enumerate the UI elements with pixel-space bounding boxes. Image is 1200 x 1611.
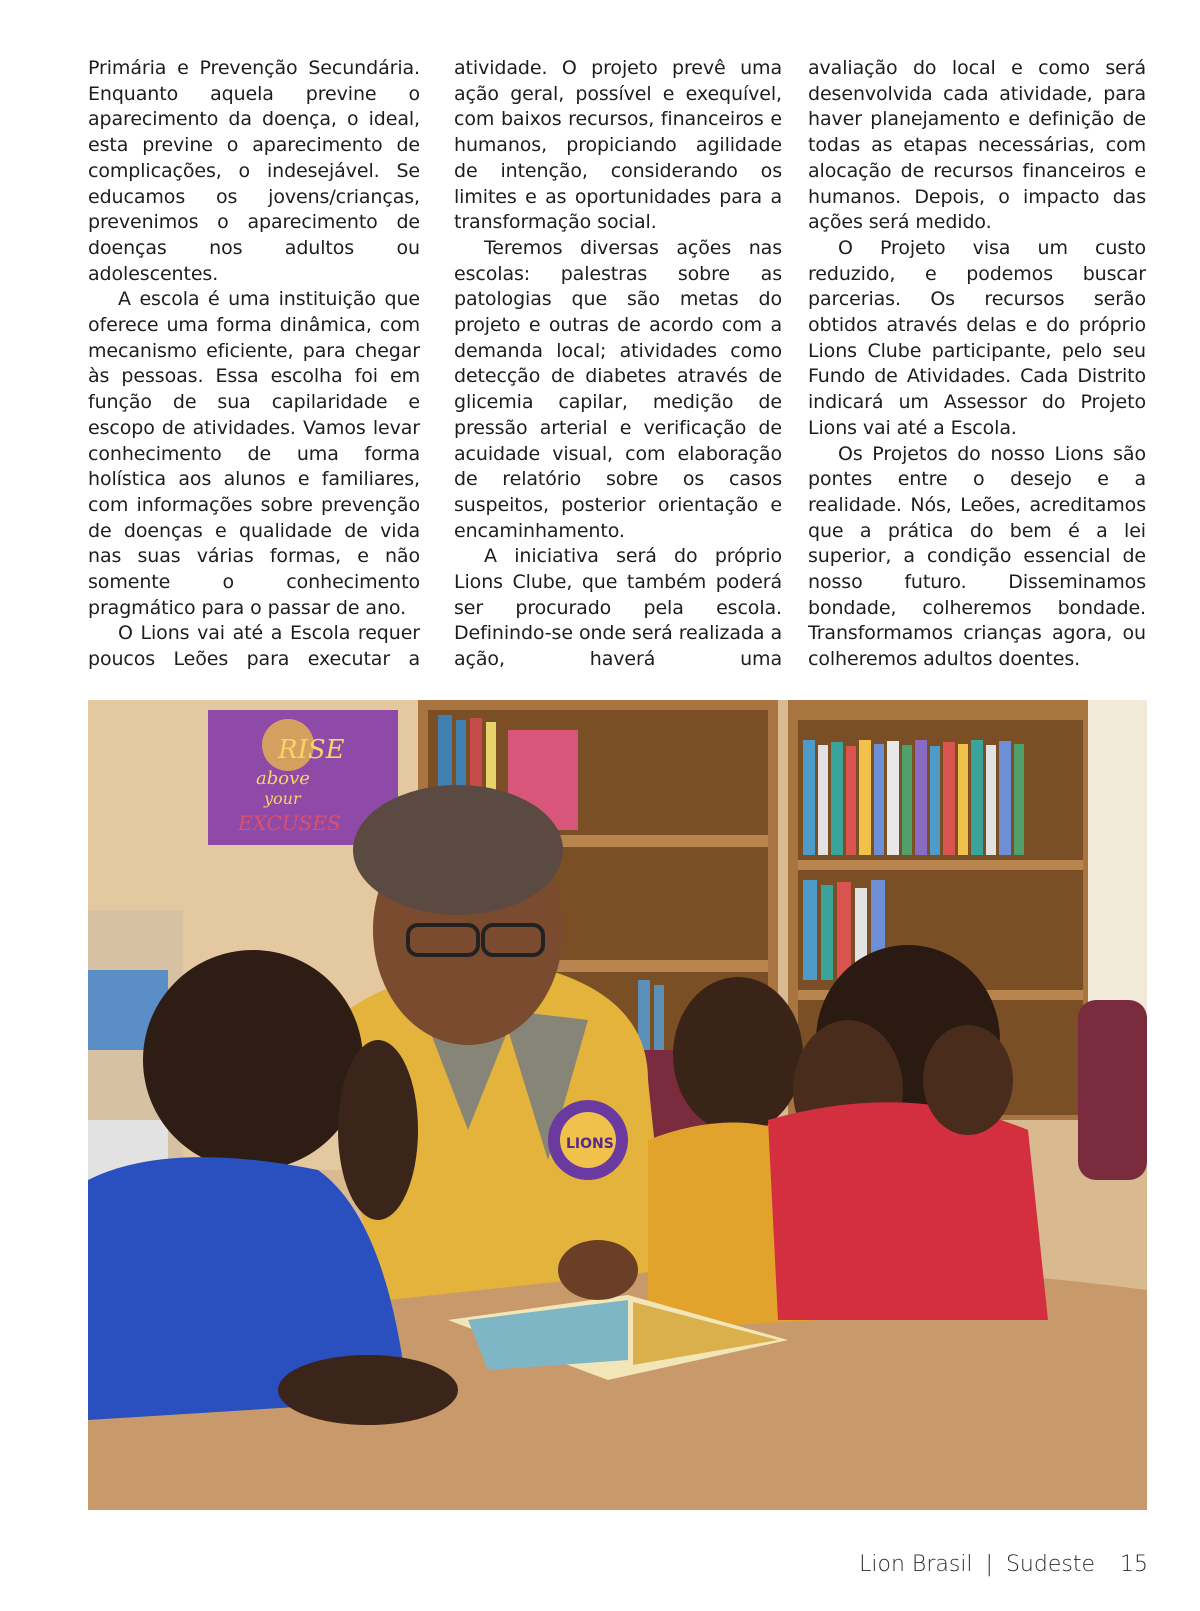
page-footer	[859, 1552, 1148, 1577]
paragraph: Primária e Prevenção Secundária. Enquanto aquela previne o aparecimento da doença, o ideal, esta previne o aparecimento de complicações, o indesejável. Se educamos os jovens/crianças, prevenimos o aparecimento de doenças nos adultos ou adolescentes.	[88, 57, 420, 285]
poster-text: your	[264, 789, 301, 808]
article-photo	[88, 700, 1147, 1510]
paragraph: Os Projetos do nosso Lions são pontes entre o desejo e a realidade. Nós, Leões, acreditamos que a prática do bem é a lei superior, a condição essencial de nosso futuro. Disseminamos bondade, colheremos bondade. Transformamos crianças agora, ou colheremos adultos doentes.	[808, 442, 1146, 671]
article-body	[88, 56, 1146, 676]
section-name: Sudeste	[1005, 1552, 1095, 1577]
poster-text: EXCUSES	[238, 811, 341, 835]
photo-illustration	[88, 700, 1147, 1510]
poster-text: RISE	[278, 735, 345, 765]
page-number: 15	[1120, 1552, 1148, 1577]
paragraph: O Lions vai até a Escola requer poucos Leões para executar a	[88, 622, 420, 671]
poster-text: above	[256, 768, 310, 789]
paragraph: O Projeto visa um custo reduzido, e podemos buscar parcerias. Os recursos serão obtidos através delas e do próprio Lions Clube participante, pelo seu Fundo de Atividades. Cada Distrito indicará um Assessor do Projeto Lions vai até a Escola.	[808, 236, 1146, 439]
publication-name: Lion Brasil	[859, 1552, 973, 1577]
paragraph: avaliação do local e como será desenvolvida cada atividade, para haver planejamento e definição de todas as etapas necessárias, com alocação de recursos financeiros e humanos. Depois, o impacto das ações será medido.	[808, 57, 1146, 234]
paragraph: A escola é uma instituição que oferece uma forma dinâmica, com mecanismo eficiente, para chegar às pessoas. Essa escolha foi em função de sua capilaridade e escopo de atividades. Vamos levar conhecimento de uma forma holística aos alunos e familiares, com informações sobre prevenção de doenças e qualidade de vida nas suas várias formas, e não somente o conhecimento pragmático para o passar de ano.	[88, 288, 420, 619]
paragraph: Teremos diversas ações nas escolas: palestras sobre as patologias que são metas do projeto e outras de acordo com a demanda local; atividades como detecção de diabetes através de glicemia capilar, medição de pressão arterial e verificação de acuidade visual, com elaboração de relatório sobre os casos suspeitos, posterior orientação e encaminhamento.	[454, 236, 782, 542]
text-column-2	[454, 56, 782, 673]
lions-badge-text: LIONS	[566, 1136, 614, 1152]
paragraph: atividade. O projeto prevê uma ação geral, possível e exequível, com baixos recursos, financeiros e humanos, propiciando agilidade de intenção, considerando os limites e as oportunidades para a transformação social.	[454, 57, 782, 234]
footer-separator: |	[985, 1552, 993, 1577]
paragraph: A iniciativa será do próprio Lions Clube, que também poderá ser procurado pela escola. Definindo-se onde será realizada a ação, haverá uma	[454, 545, 782, 671]
text-column-1	[88, 56, 420, 673]
text-column-3	[808, 56, 1146, 673]
